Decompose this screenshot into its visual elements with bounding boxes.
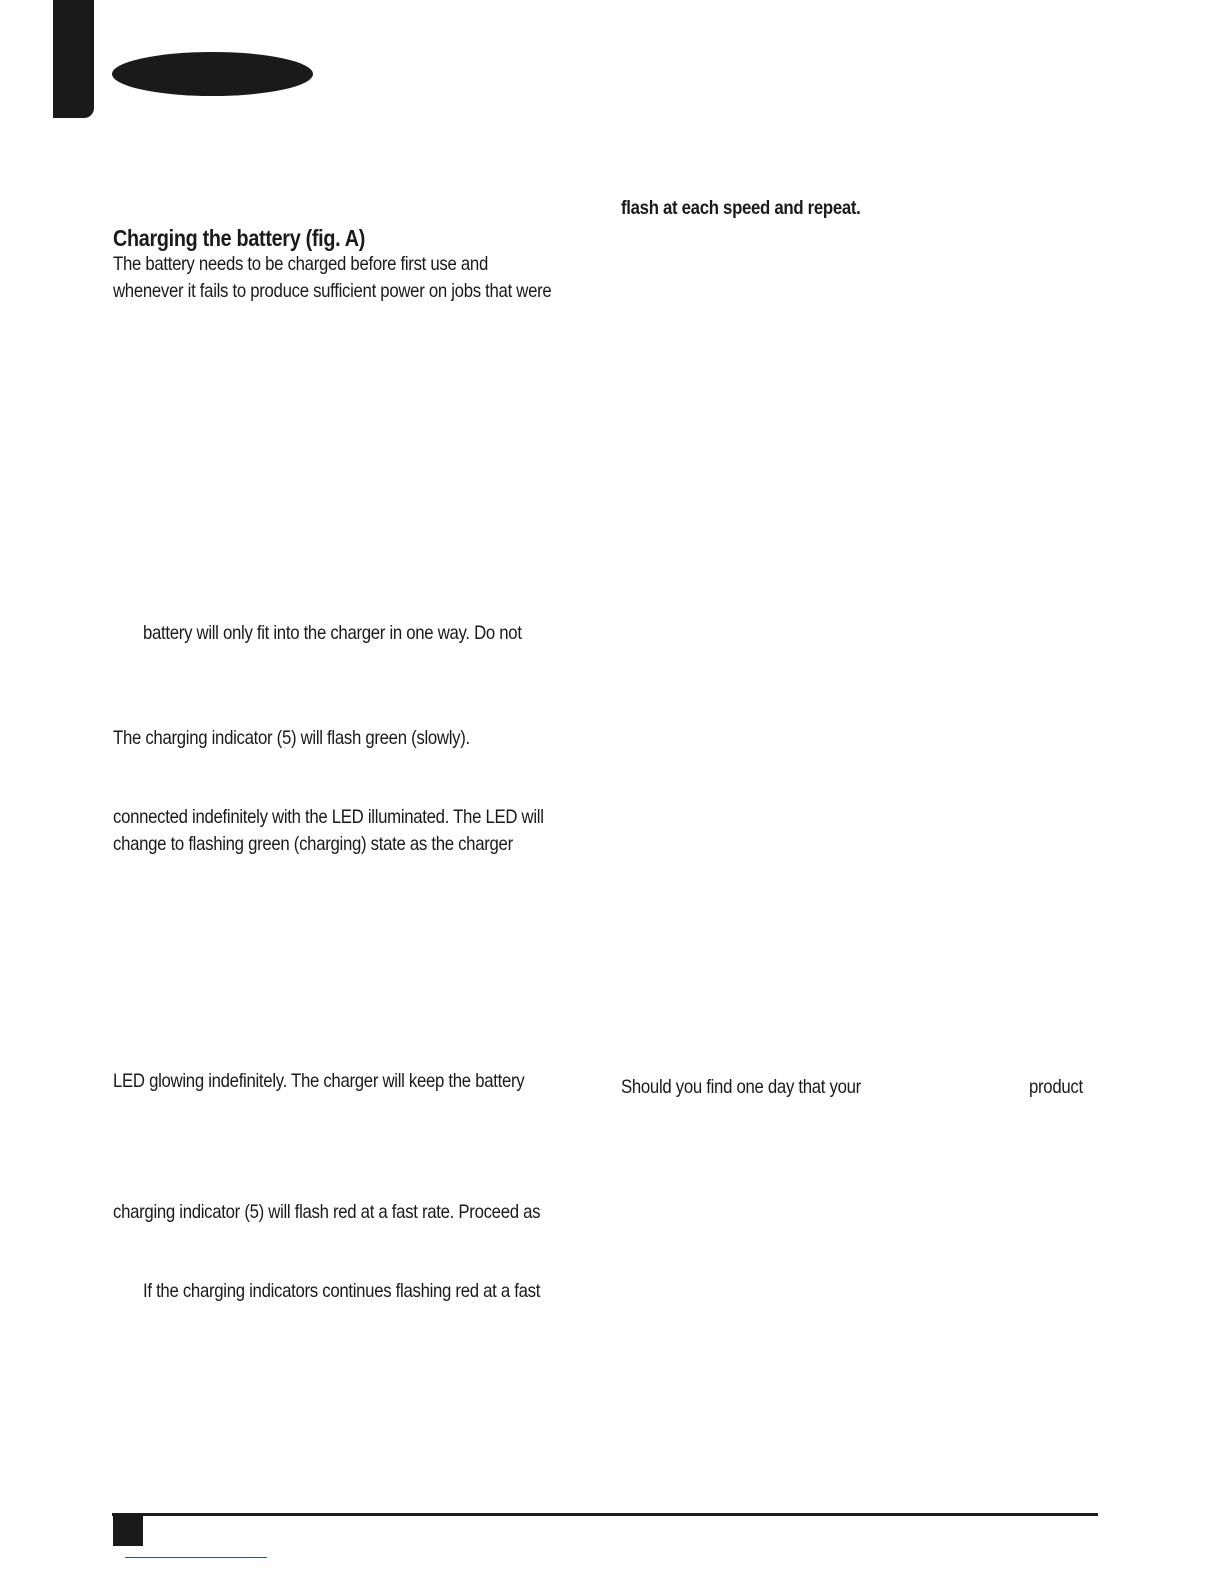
body-line: battery will only fit into the charger in one way. Do not — [143, 622, 522, 644]
body-line: The charging indicator (5) will flash green (slowly). — [113, 727, 470, 749]
body-line: Should you find one day that your — [621, 1076, 861, 1098]
body-line-bold: flash at each speed and repeat. — [621, 197, 861, 219]
page-number-box — [113, 1516, 143, 1546]
body-line: LED glowing indefinitely. The charger will keep the battery — [113, 1070, 525, 1092]
body-line: connected indefinitely with the LED illuminated. The LED will — [113, 806, 544, 828]
body-line: charging indicator (5) will flash red at a fast rate. Proceed as — [113, 1201, 541, 1223]
body-line: If the charging indicators continues flashing red at a fast — [143, 1280, 541, 1302]
header-oval — [112, 52, 313, 96]
body-line: whenever it fails to produce sufficient power on jobs that were — [113, 280, 552, 302]
section-heading: Charging the battery (fig. A) — [113, 225, 366, 251]
body-line: The battery needs to be charged before first use and — [113, 253, 488, 275]
body-line: product — [1029, 1076, 1083, 1098]
footer-rule — [112, 1513, 1098, 1516]
footer-underline — [125, 1557, 267, 1558]
language-tab — [53, 0, 94, 118]
body-line: change to flashing green (charging) state as the charger — [113, 833, 513, 855]
